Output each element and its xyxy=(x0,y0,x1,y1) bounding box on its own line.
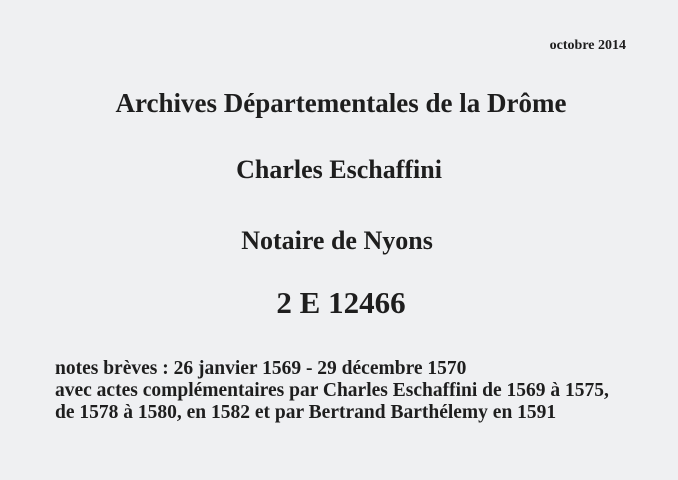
archive-reference: 2 E 12466 xyxy=(276,285,406,320)
author-role: Notaire de Nyons xyxy=(241,226,433,255)
notes-block xyxy=(55,358,609,424)
notes-line: avec actes complémentaires par Charles Eschaffini de 1569 à 1575, xyxy=(55,380,609,401)
document-date: octobre 2014 xyxy=(549,38,626,53)
notes-line: de 1578 à 1580, en 1582 et par Bertrand Barthélemy en 1591 xyxy=(55,402,557,423)
notes-line: notes brèves : 26 janvier 1569 - 29 décembre 1570 xyxy=(55,358,467,379)
institution-title: Archives Départementales de la Drôme xyxy=(115,88,567,118)
author-name: Charles Eschaffini xyxy=(236,155,442,184)
